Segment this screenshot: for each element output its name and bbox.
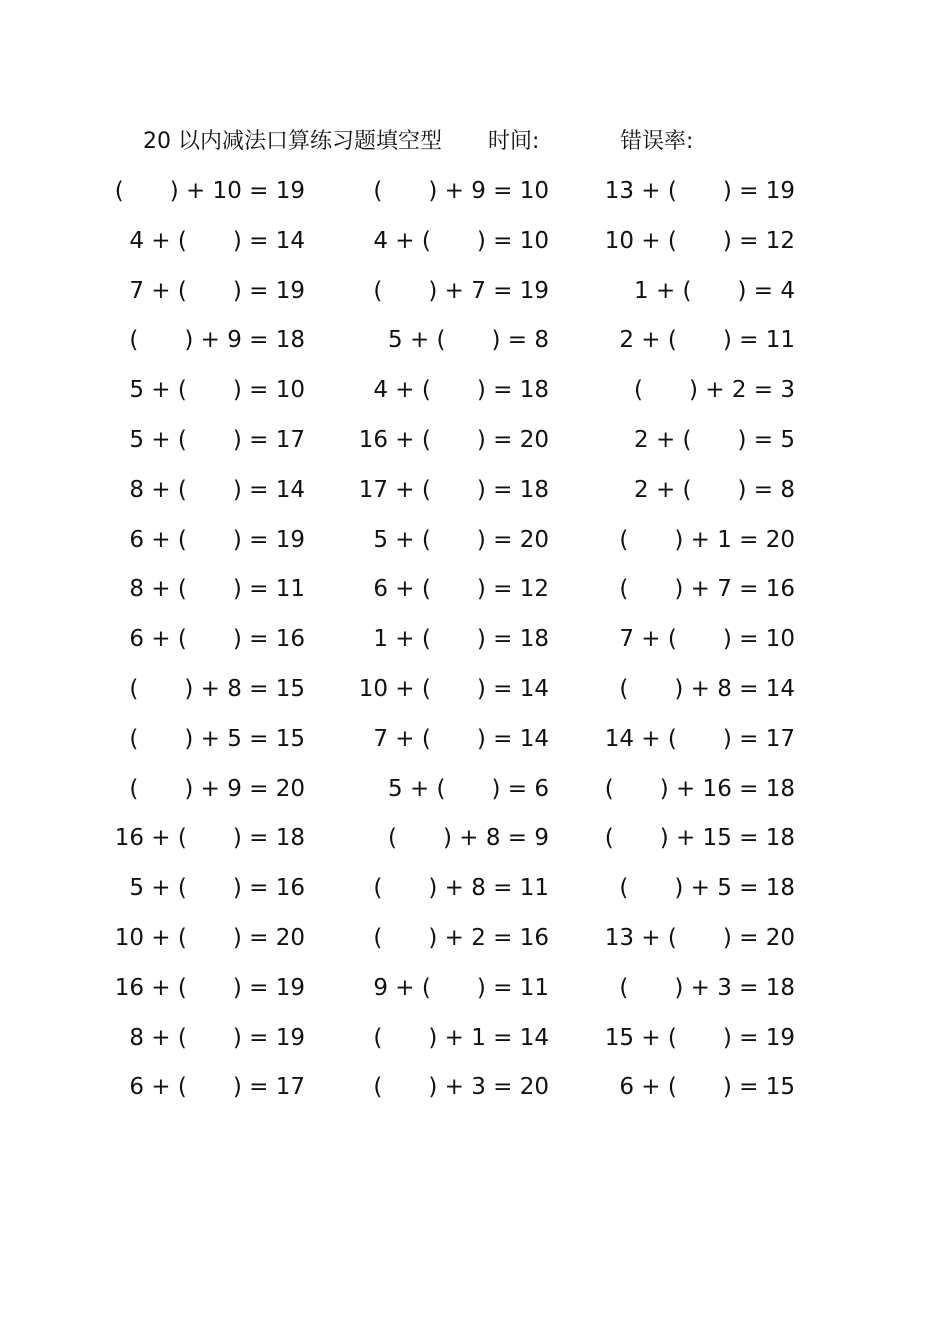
problem-row <box>0 421 950 471</box>
problem-row <box>0 670 950 720</box>
problem-item: 16 + ( ) = 20 <box>358 426 549 453</box>
problem-item: ( ) + 1 = 14 <box>373 1024 549 1051</box>
problem-item: 7 + ( ) = 14 <box>373 725 549 752</box>
problem-item: ( ) + 8 = 11 <box>373 875 549 902</box>
problem-row <box>0 272 950 322</box>
time-label: 时间: <box>488 129 540 154</box>
problem-item: 2 + ( ) = 8 <box>634 476 795 503</box>
problem-item: ( ) + 9 = 10 <box>373 178 549 204</box>
problem-item: ( ) + 8 = 14 <box>619 675 795 702</box>
problem-row <box>0 321 950 371</box>
problem-item: ( ) + 1 = 20 <box>619 526 795 553</box>
problem-item: 14 + ( ) = 17 <box>604 725 795 752</box>
problem-item: ( ) + 16 = 18 <box>604 775 795 802</box>
problem-item: 6 + ( ) = 19 <box>129 526 305 553</box>
problem-item: 5 + ( ) = 10 <box>129 377 305 404</box>
problem-item: 4 + ( ) = 14 <box>129 227 305 254</box>
problem-row <box>0 869 950 919</box>
problem-row <box>0 819 950 869</box>
problem-item: ( ) + 5 = 18 <box>619 875 795 902</box>
problem-item: ( ) + 2 = 16 <box>373 924 549 951</box>
problem-item: 10 + ( ) = 12 <box>604 227 795 254</box>
problem-item: 2 + ( ) = 5 <box>634 426 795 453</box>
problem-row <box>0 919 950 969</box>
problem-item: 7 + ( ) = 19 <box>129 277 305 304</box>
problem-row <box>0 969 950 1019</box>
problem-item: 13 + ( ) = 20 <box>604 924 795 951</box>
problem-item: 2 + ( ) = 11 <box>619 327 795 354</box>
problem-item: 7 + ( ) = 10 <box>619 626 795 653</box>
problem-item: ( ) + 8 = 15 <box>129 675 305 702</box>
problem-item: 5 + ( ) = 17 <box>129 426 305 453</box>
problem-item: ( ) + 7 = 16 <box>619 576 795 603</box>
problem-item: ( ) + 3 = 20 <box>373 1074 549 1101</box>
problem-item: ( ) + 7 = 19 <box>373 277 549 304</box>
problem-item: 16 + ( ) = 18 <box>114 825 305 852</box>
problem-item: 17 + ( ) = 18 <box>358 476 549 503</box>
worksheet-title: 20 以内减法口算练习题填空型 <box>143 129 442 154</box>
error-rate-label: 错误率: <box>620 129 694 154</box>
problem-row <box>0 1019 950 1069</box>
problem-item: ( ) + 3 = 18 <box>619 974 795 1001</box>
problem-item: ( ) + 9 = 20 <box>129 775 305 802</box>
worksheet-header <box>0 124 950 160</box>
problem-item: ( ) + 10 = 19 <box>114 178 305 204</box>
problem-item: ( ) + 9 = 18 <box>129 327 305 354</box>
problem-item: 4 + ( ) = 10 <box>373 227 549 254</box>
problem-item: 5 + ( ) = 16 <box>129 875 305 902</box>
problem-row <box>0 172 950 222</box>
problem-row <box>0 521 950 571</box>
problem-item: 6 + ( ) = 16 <box>129 626 305 653</box>
problem-item: 10 + ( ) = 20 <box>114 924 305 951</box>
problem-item: 5 + ( ) = 20 <box>373 526 549 553</box>
problem-item: 8 + ( ) = 11 <box>129 576 305 603</box>
problem-item: 6 + ( ) = 17 <box>129 1074 305 1101</box>
problem-row <box>0 222 950 272</box>
problem-item: 8 + ( ) = 14 <box>129 476 305 503</box>
problem-row <box>0 471 950 521</box>
problem-item: 1 + ( ) = 18 <box>373 626 549 653</box>
problem-item: 15 + ( ) = 19 <box>604 1024 795 1051</box>
problem-item: ( ) + 2 = 3 <box>634 377 795 404</box>
problem-item: ( ) + 8 = 9 <box>388 825 549 852</box>
problem-item: 6 + ( ) = 15 <box>619 1074 795 1101</box>
problem-item: 16 + ( ) = 19 <box>114 974 305 1001</box>
problem-row <box>0 620 950 670</box>
problem-item: 6 + ( ) = 12 <box>373 576 549 603</box>
problem-row <box>0 371 950 421</box>
problem-row <box>0 570 950 620</box>
problem-item: 9 + ( ) = 11 <box>373 974 549 1001</box>
problem-item: 5 + ( ) = 6 <box>388 775 549 802</box>
problem-item: 5 + ( ) = 8 <box>388 327 549 354</box>
problem-row <box>0 770 950 820</box>
problem-item: 13 + ( ) = 19 <box>604 178 795 204</box>
problem-grid <box>0 172 950 1118</box>
problem-item: 4 + ( ) = 18 <box>373 377 549 404</box>
problem-item: ( ) + 5 = 15 <box>129 725 305 752</box>
problem-item: 1 + ( ) = 4 <box>634 277 795 304</box>
problem-row <box>0 1068 950 1118</box>
problem-item: 10 + ( ) = 14 <box>358 675 549 702</box>
problem-item: ( ) + 15 = 18 <box>604 825 795 852</box>
problem-row <box>0 720 950 770</box>
problem-item: 8 + ( ) = 19 <box>129 1024 305 1051</box>
